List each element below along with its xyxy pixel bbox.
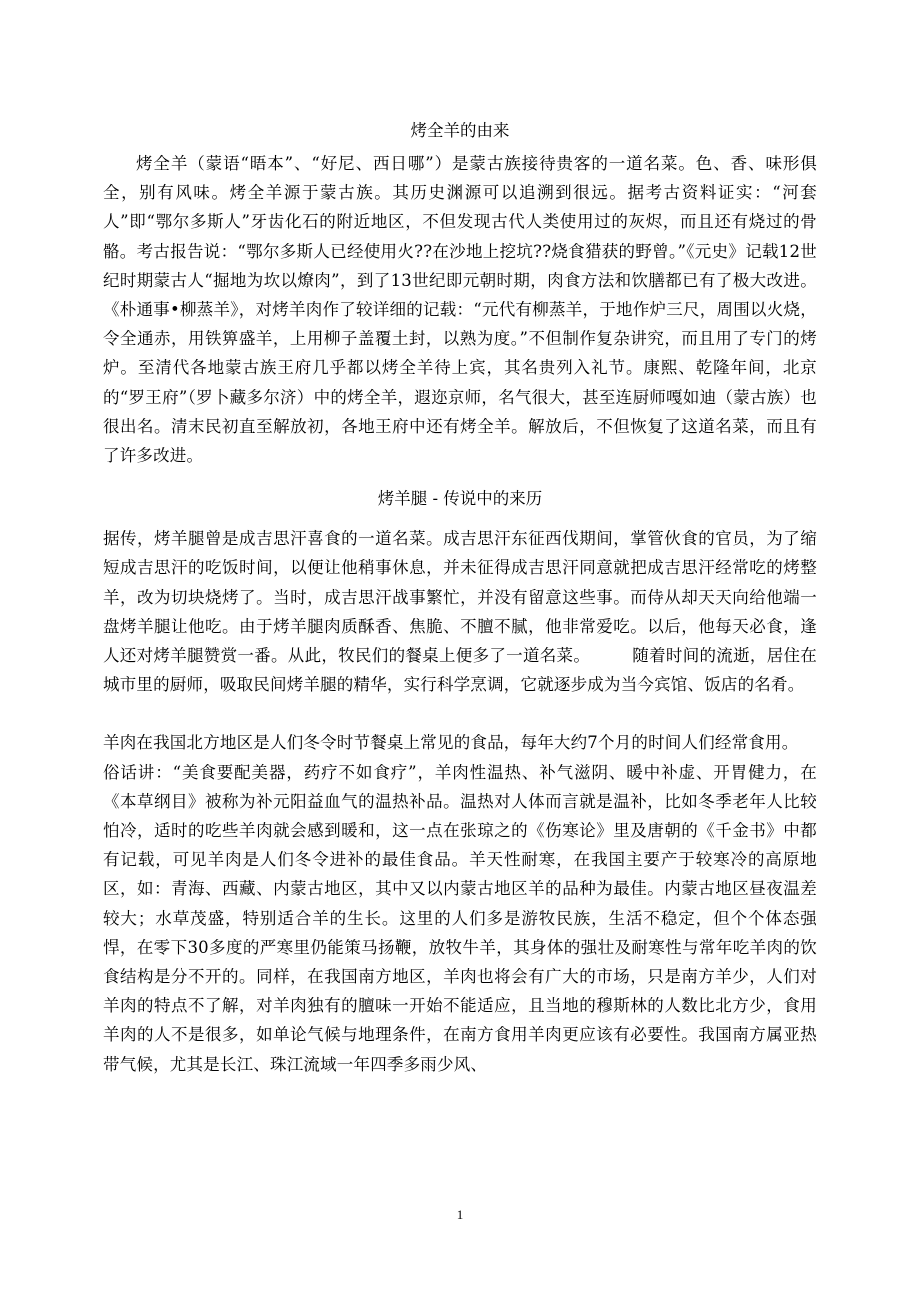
paragraph-roast-whole-lamb: 烤全羊（蒙语“晤本”、“好尼、西日哪”）是蒙古族接待贵客的一道名菜。色、香、味形俱全，别有风味。烤全羊源于蒙古族。其历史渊源可以追溯到很远。据考古资料证实：“河套人”即“鄂尔多斯人”牙齿化石的附近地区，不但发现古代人类使用过的灰烬，而且还有烧过的骨骼。考古报告说：“鄂尔多斯人已经使用火??在沙地上挖坑??烧食猎获的野曾。”《元史》记载12世纪时期蒙古人“掘地为坎以燎肉”，到了13世纪即元朝时期，肉食方法和饮膳都已有了极大改进。《朴通事•柳蒸羊》，对烤羊肉作了较详细的记载：“元代有柳蒸羊，于地作炉三尺，周围以火烧，令全通赤，用铁箅盛羊，上用柳子盖覆土封，以熟为度。”不但制作复杂讲究，而且用了专门的烤炉。至清代各地蒙古族王府几乎都以烤全羊待上宾，其名贵列入礼节。康熙、乾隆年间，北京的“罗王府”（罗卜藏多尔济）中的烤全羊，遐迩京师，名气很大，甚至连厨师嘎如迪（蒙古族）也很出名。清末民初直至解放初，各地王府中还有烤全羊。解放后，不但恢复了这道名菜，而且有了许多改进。	[103, 154, 817, 466]
document-body	[103, 113, 817, 1079]
paragraph-roast-lamb-leg: 据传，烤羊腿曾是成吉思汗喜食的一道名菜。成吉思汗东征西伐期间，掌管伙食的官员，为了缩短成吉思汗的吃饭时间，以便让他稍事休息，并未征得成吉思汗同意就把成吉思汗经常吃的烤整羊，改为切块烧烤了。当时，成吉思汗战事繁忙，并没有留意这些事。而侍从却天天向给他端一盘烤羊腿让他吃。由于烤羊腿肉质酥香、焦脆、不膻不腻，他非常爱吃。以后，他每天必食，逢人还对烤羊腿赞赏一番。从此，牧民们的餐桌上便多了一道名菜。 随着时间的流逝，居住在城市里的厨师，吸取民间烤羊腿的精华，实行科学烹调，它就逐步成为当今宾馆、饭店的名肴。	[103, 529, 817, 695]
paragraph-mutton-north: 羊肉在我国北方地区是人们冬令时节餐桌上常见的食品，每年大约7个月的时间人们经常食用。	[103, 733, 799, 753]
blank-line	[103, 699, 817, 728]
paragraph-mutton-saying: 俗话讲：“美食要配美器，药疗不如食疗”，羊肉性温热、补气滋阴、暖中补虚、开胃健力，在《本草纲目》被称为补元阳益血气的温热补品。温热对人体而言就是温补，比如冬季老年人比较怕冷，适时的吃些羊肉就会感到暖和，这一点在张琼之的《伤寒论》里及唐朝的《千金书》中都有记载，可见羊肉是人们冬令进补的最佳食品。羊天性耐寒，在我国主要产于较寒冷的高原地区，如：青海、西藏、内蒙古地区，其中又以内蒙古地区羊的品种为最佳。内蒙古地区昼夜温差较大；水草茂盛，特别适合羊的生长。这里的人们多是游牧民族，生活不稳定，但个个体态强悍，在零下30多度的严寒里仍能策马扬鞭，放牧牛羊，其身体的强壮及耐寒性与常年吃羊肉的饮食结构是分不开的。同样，在我国南方地区，羊肉也将会有广大的市场，只是南方羊少，人们对羊肉的特点不了解，对羊肉独有的膻味一开始不能适应，且当地的穆斯林的人数比北方少，食用羊肉的人不是很多，如单论气候与地理条件，在南方食用羊肉更应该有必要性。我国南方属亚热带气候，尤其是长江、珠江流域一年四季多雨少风、	[103, 762, 817, 1074]
heading-roast-whole-lamb-origin: 烤全羊的由来	[410, 121, 510, 140]
page-number: 1	[456, 1207, 464, 1222]
heading-roast-lamb-leg-legend: 烤羊腿 - 传说中的来历	[377, 489, 543, 509]
